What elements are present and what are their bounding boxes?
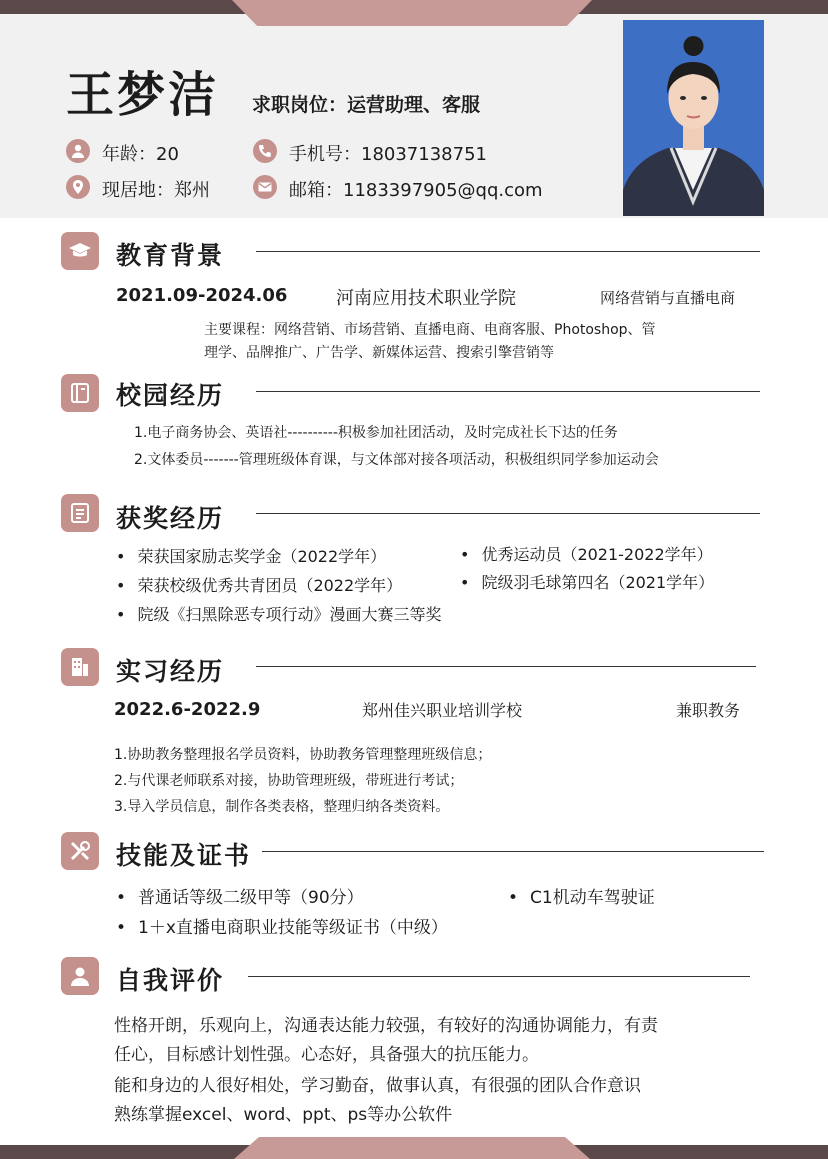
education-divider [256,251,760,252]
phone-icon [253,139,277,163]
self-evaluation-line-1: 性格开朗，乐观向上，沟通表达能力较强，有较好的沟通协调能力，有责 [114,1016,658,1036]
education-major: 网络营销与直播电商 [600,289,736,307]
tools-icon [61,832,99,870]
self-evaluation-divider [248,976,750,977]
email-icon [253,175,277,199]
internship-item-3: 3.导入学员信息，制作各类表格，整理归纳各类资料。 [114,799,450,815]
internship-role: 兼职教务 [676,701,741,720]
candidate-name: 王梦洁 [66,67,220,123]
education-courses-line1: 主要课程：网络营销、市场营销、直播电商、电商客服、Photoshop、管 [204,322,656,338]
self-evaluation-line-2: 任心，目标感计划性强。心态好，具备强大的抗压能力。 [114,1045,539,1065]
self-evaluation-line-4: 熟练掌握excel、word、ppt、ps等办公软件 [114,1105,453,1125]
education-period: 2021.09-2024.06 [116,285,288,306]
skills-divider [262,851,764,852]
phone-text: 手机号：18037138751 [289,144,487,165]
email-text: 邮箱：1183397905@qq.com [289,180,543,201]
top-tab-decoration [232,0,592,26]
campus-item-1: 1.电子商务协会、英语社----------积极参加社团活动，及时完成社长下达的任务 [134,425,618,441]
skill-item-3: • 1＋x直播电商职业技能等级证书（中级） [116,913,448,938]
profile-photo [623,20,764,216]
award-item-2: • 优秀运动员（2021-2022学年） [460,542,713,565]
internship-divider [256,666,756,667]
campus-item-2: 2.文体委员-------管理班级体育课，与文体部对接各项活动，积极组织同学参加运动会 [134,452,659,468]
award-item-5: • 院级《扫黑除恶专项行动》漫画大赛三等奖 [116,602,441,625]
education-courses-line2: 理学、品牌推广、广告学、新媒体运营、搜索引擎营销等 [204,345,554,361]
document-icon [61,494,99,532]
building-icon [61,648,99,686]
internship-item-1: 1.协助教务整理报名学员资料，协助教务管理整理班级信息； [114,747,492,763]
internship-period: 2022.6-2022.9 [114,699,261,720]
location-icon [66,175,90,199]
internship-company: 郑州佳兴职业培训学校 [362,701,523,720]
book-icon [61,374,99,412]
campus-title: 校园经历 [116,381,225,410]
self-evaluation-line-3: 能和身边的人很好相处，学习勤奋，做事认真，有很强的团队合作意识 [114,1076,641,1096]
awards-title: 获奖经历 [116,504,225,533]
job-position: 求职岗位：运营助理、客服 [252,94,481,116]
bottom-tab-decoration [234,1137,590,1159]
award-item-1: • 荣获国家励志奖学金（2022学年） [116,544,386,567]
age-text: 年龄：20 [102,144,179,165]
skills-title: 技能及证书 [116,841,252,870]
self-evaluation-title: 自我评价 [116,966,225,995]
education-title: 教育背景 [116,241,225,270]
education-school: 河南应用技术职业学院 [336,288,516,309]
award-item-4: • 院级羽毛球第四名（2021学年） [460,570,714,593]
campus-divider [256,391,760,392]
location-text: 现居地：郑州 [102,180,210,201]
internship-item-2: 2.与代课老师联系对接，协助管理班级，带班进行考试； [114,773,464,789]
user-icon [66,139,90,163]
person-icon [61,957,99,995]
awards-divider [256,513,760,514]
skill-item-1: • 普通话等级二级甲等（90分） [116,883,364,908]
skill-item-2: • C1机动车驾驶证 [508,883,655,908]
graduation-cap-icon [61,232,99,270]
internship-title: 实习经历 [116,657,225,686]
award-item-3: • 荣获校级优秀共青团员（2022学年） [116,573,402,596]
